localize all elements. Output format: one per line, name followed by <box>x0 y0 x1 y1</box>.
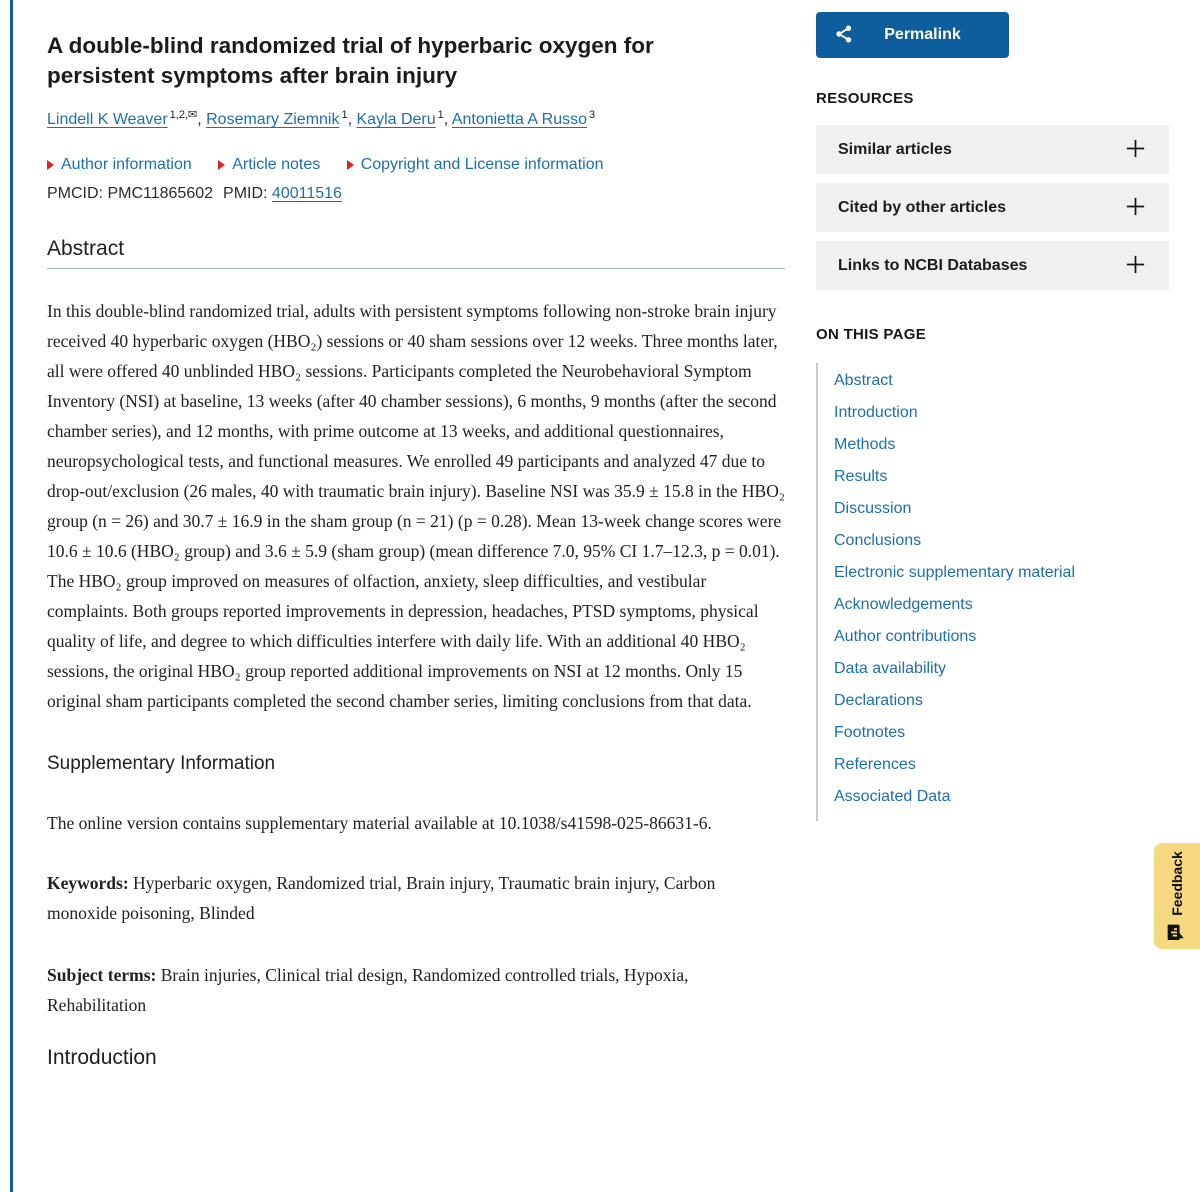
page-nav-item[interactable] <box>834 723 1169 743</box>
abstract-text: In this double-blind randomized trial, adults with persistent symptoms following non-stroke brain injury received 40 hyperbaric oxygen (HBO₂) sessions or 40 sham sessions over 12 weeks. Three months later, all were offered 40 unblinded HBO₂ sessions. Participants completed the Neurobehavioral Symptom Inventory (NSI) at baseline, 13 weeks (after 40 chamber sessions), 6 months, 9 months (after the second chamber series), and 12 months, with prime outcome at 13 weeks, and additional questionnaires, neuropsychological tests, and functional measures. We enrolled 49 participants and analyzed 47 due to drop-out/exclusion (26 males, 40 with traumatic brain injury). Baseline NSI was 35.9 ± 15.8 in the HBO₂ group (n = 26) and 30.7 ± 16.9 in the sham group (n = 21) (p = 0.28). Mean 13-week change scores were 10.6 ± 10.6 (HBO₂ group) and 3.6 ± 5.9 (sham group) (mean difference 7.0, 95% CI 1.7–12.3, p = 0.01). The HBO₂ group improved on measures of olfaction, anxiety, sleep difficulties, and vestibular complaints. Both groups reported improvements in depression, headaches, PTSD symptoms, physical quality of life, and degree to which difficulties interfere with daily life. With an additional 40 HBO₂ sessions, the original HBO₂ group reported additional improvements on NSI at 12 months. Only 15 original sham participants completed the second chamber series, limiting conclusions from that data. <box>47 301 785 712</box>
author-separator: , <box>347 111 357 129</box>
author-link[interactable]: Antonietta A Russo <box>451 111 587 129</box>
triangle-icon <box>347 160 354 170</box>
resources-heading: RESOURCES <box>816 90 914 107</box>
resources-accordions <box>816 125 1169 290</box>
page-nav-item[interactable] <box>834 691 1169 711</box>
article-info-links <box>47 156 785 175</box>
info-link-item[interactable] <box>47 156 192 174</box>
page-nav-link[interactable]: Declarations <box>834 692 923 709</box>
pmcid-value: PMC11865602 <box>107 185 214 203</box>
triangle-icon <box>218 160 225 170</box>
page-nav-link[interactable]: Associated Data <box>834 788 951 805</box>
page-nav-item[interactable] <box>834 659 1169 679</box>
subject-terms-label: Subject terms: <box>47 965 157 986</box>
page-nav-link[interactable]: Abstract <box>834 372 893 389</box>
resource-accordion[interactable] <box>816 183 1169 232</box>
page-nav-link[interactable]: Results <box>834 468 888 485</box>
right-sidebar <box>816 12 1169 821</box>
info-link[interactable]: Copyright and License information <box>360 156 604 174</box>
author-separator: , <box>197 111 207 129</box>
keywords-paragraph <box>47 868 785 928</box>
author-superscript: 1 <box>341 109 348 121</box>
page-nav-item[interactable] <box>834 371 1169 391</box>
page-nav-link[interactable]: Author contributions <box>834 628 977 645</box>
page-nav-list <box>816 363 1169 821</box>
permalink-label: Permalink <box>884 26 961 43</box>
share-icon <box>834 24 854 47</box>
accordion-label: Cited by other articles <box>838 198 1007 216</box>
author-superscript: 1 <box>437 109 444 121</box>
author-superscript: 3 <box>589 109 596 121</box>
page-left-accent-bar <box>10 0 13 1192</box>
author <box>357 111 452 128</box>
info-link-item[interactable] <box>218 156 320 174</box>
keywords-label: Keywords: <box>47 873 129 894</box>
author-link[interactable]: Kayla Deru <box>356 111 436 129</box>
page-nav-item[interactable] <box>834 755 1169 775</box>
pmid-label: PMID: <box>223 185 268 203</box>
article-title: A double-blind randomized trial of hyperbaric oxygen for persistent symptoms after brain injury <box>47 33 654 88</box>
page-nav-item[interactable] <box>834 499 1169 519</box>
info-link[interactable]: Article notes <box>232 156 321 174</box>
page-nav-link[interactable]: Acknowledgements <box>834 596 973 613</box>
page-nav-link[interactable]: Electronic supplementary material <box>834 564 1075 581</box>
page-nav-item[interactable] <box>834 435 1169 455</box>
page-nav-link[interactable]: Introduction <box>834 404 918 421</box>
feedback-label: Feedback <box>1169 851 1185 916</box>
author-list <box>47 108 785 129</box>
supplementary-heading: Supplementary Information <box>47 753 276 775</box>
author-link[interactable]: Lindell K Weaver <box>47 111 168 129</box>
page-nav-item[interactable] <box>834 467 1169 487</box>
info-link-item[interactable] <box>347 156 604 174</box>
subject-terms-paragraph <box>47 960 785 1020</box>
author-superscript: 1,2,✉ <box>169 109 198 121</box>
info-link[interactable]: Author information <box>61 156 192 174</box>
page-nav-link[interactable]: References <box>834 756 916 773</box>
triangle-icon <box>47 160 54 170</box>
accordion-label: Links to NCBI Databases <box>838 256 1028 274</box>
on-this-page-nav <box>816 363 1169 821</box>
page-nav-link[interactable]: Data availability <box>834 660 947 677</box>
introduction-heading: Introduction <box>47 1046 157 1070</box>
abstract-heading: Abstract <box>47 236 785 269</box>
page-nav-item[interactable] <box>834 531 1169 551</box>
article-ids <box>47 184 785 204</box>
feedback-button[interactable] <box>1154 843 1200 949</box>
page-nav-link[interactable]: Discussion <box>834 500 912 517</box>
author-link[interactable]: Rosemary Ziemnik <box>206 111 340 129</box>
page-nav-item[interactable] <box>834 403 1169 423</box>
keywords-text: Hyperbaric oxygen, Randomized trial, Brain injury, Traumatic brain injury, Carbon monoxide poisoning, Blinded <box>47 873 716 924</box>
pmid-link[interactable]: 40011516 <box>271 185 342 203</box>
page-nav-link[interactable]: Conclusions <box>834 532 922 549</box>
pmcid-group <box>47 185 213 202</box>
plus-icon <box>1124 253 1147 279</box>
author <box>47 111 206 128</box>
author <box>206 111 356 128</box>
permalink-button[interactable] <box>816 12 1009 58</box>
page-nav-item[interactable] <box>834 595 1169 615</box>
resource-accordion[interactable] <box>816 125 1169 174</box>
feedback-comment-icon <box>1167 924 1187 941</box>
article-main-column <box>47 0 785 1070</box>
subject-terms-text: Brain injuries, Clinical trial design, Randomized controlled trials, Hypoxia, Rehabilitation <box>47 965 689 1016</box>
on-this-page-heading: ON THIS PAGE <box>816 326 926 343</box>
plus-icon <box>1124 195 1147 221</box>
pmcid-label: PMCID: <box>47 185 103 203</box>
author-separator: , <box>443 111 452 129</box>
page-nav-link[interactable]: Footnotes <box>834 724 906 741</box>
accordion-label: Similar articles <box>838 140 952 158</box>
page-nav-item[interactable] <box>834 787 1169 807</box>
page-nav-link[interactable]: Methods <box>834 436 896 453</box>
supplementary-text: The online version contains supplementary material available at 10.1038/s41598-025-86631-6. <box>47 813 712 834</box>
resource-accordion[interactable] <box>816 241 1169 290</box>
author <box>452 111 595 128</box>
plus-icon <box>1124 137 1147 163</box>
page-nav-item[interactable] <box>834 627 1169 647</box>
page-nav-item[interactable] <box>834 563 1169 583</box>
pmid-group <box>223 185 342 202</box>
